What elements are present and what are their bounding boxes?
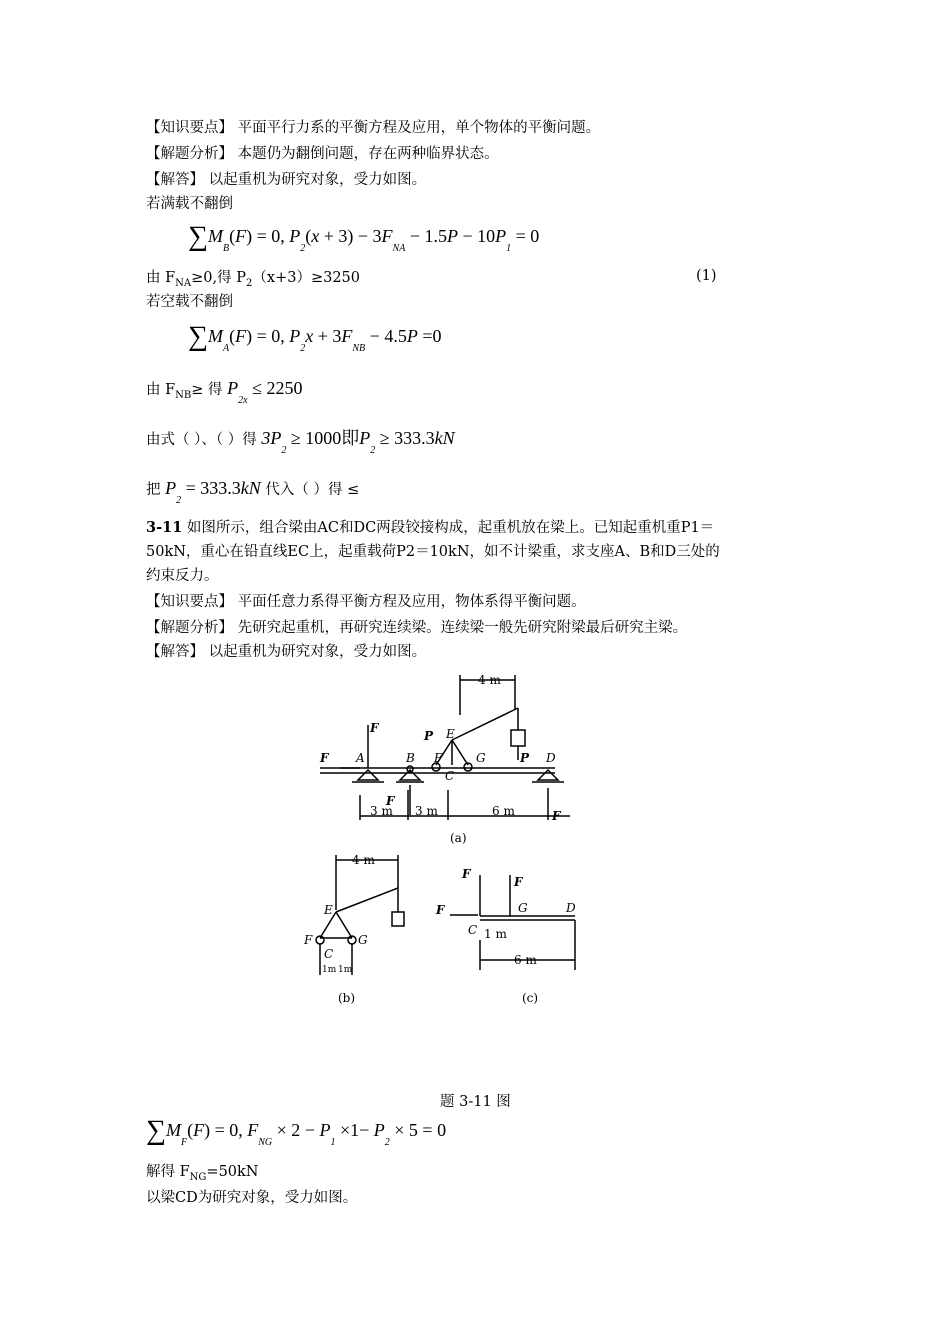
svg-text:E: E [324,903,333,917]
result-5: 解得 $F_{NG}=50kN$ [146,1164,259,1183]
figure-c-diagram [430,860,610,1010]
svg-text:A: A [356,751,365,765]
svg-text:D: D [546,751,556,765]
svg-text:E: E [446,727,455,741]
problem-statement-3: 约束反力。 [146,568,219,584]
svg-text:G: G [518,901,528,915]
fig-b-dim: 4 m [352,853,375,867]
svg-text:F: F [434,751,443,765]
dim-4m: 4 m [478,673,501,687]
svg-text:F: F [370,721,379,735]
svg-text:P: P [520,751,530,765]
svg-text:F: F [462,867,471,881]
dim-3m-2: 3 m [415,804,438,818]
figure-b-diagram [300,850,420,1010]
svg-text:D: D [566,901,576,915]
figure-a-diagram [300,670,600,850]
result-1: 由 $F_{NA}\ge 0$,得 $P_2(x+3)\ge 3250$ [146,270,360,289]
dim-3m-1: 3 m [370,804,393,818]
svg-text:F: F [320,751,329,765]
analysis-1: 【解题分析】 本题仍为翻倒问题，存在两种临界状态。 [146,146,499,162]
svg-text:B: B [406,751,415,765]
analysis-2: 【解题分析】 先研究起重机，再研究连续梁。连续梁一般先研究附梁最后研究主梁。 [146,620,688,636]
figure-caption: 题 3-11 图 [440,1094,511,1110]
svg-text:F: F [304,933,313,947]
equation-number: (1) [696,268,717,284]
svg-text:F: F [386,794,395,808]
full-load-condition: 若满载不翻倒 [146,196,233,212]
svg-text:F: F [552,809,561,823]
svg-text:F: F [436,903,445,917]
result-2: 由 $F_{NB}\ge$ 得 $P_{2x} \le 2250$ [146,378,303,406]
equation-moment-a: $\sum M_A(F) = 0$, $P_2x + 3F_{NB} - 4.5P =0$ [188,321,442,354]
svg-text:G: G [358,933,368,947]
equation-moment-b: $\sum M_B(F) = 0$, $P_2(x + 3) - 3F_{NA} - 1.5P - 10P_1 = 0$ [188,221,540,254]
problem-statement-1: 3-11 如图所示，组合梁由AC和DC两段铰接构成，起重机放在梁上。已知起重机重P1＝ [146,519,715,536]
dim-6m: 6 m [492,804,515,818]
result-3: 由式（ ）、（ ）得 $3P_2 \ge 1000$即$P_2 \ge 333.3kN$ [146,428,455,456]
svg-text:G: G [476,751,486,765]
answer-1: 【解答】 以起重机为研究对象，受力如图。 [146,172,427,188]
problem-statement-2: 50kN，重心在铅直线EC上，起重载荷P2＝10kN，如不计梁重，求支座A、B和D三处的 [146,544,720,560]
knowledge-points-2: 【知识要点】 平面任意力系得平衡方程及应用，物体系得平衡问题。 [146,594,586,610]
svg-text:1m: 1m [338,965,353,975]
svg-text:C: C [468,923,478,937]
fig-c-dim2: 6 m [514,953,537,967]
fig-b-label: (b) [338,991,356,1005]
empty-load-condition: 若空载不翻倒 [146,294,233,310]
result-4: 把 $P_2 = 333.3kN$ 代入（ ）得 ≤ [146,478,360,506]
svg-text:C: C [445,769,455,783]
fig-c-label: (c) [522,991,539,1005]
svg-text:P: P [424,729,434,743]
svg-text:1m: 1m [322,965,337,975]
fig-c-dim1: 1 m [484,927,507,941]
svg-text:C: C [324,947,334,961]
fig-a-label: (a) [450,831,467,845]
next-step: 以梁CD为研究对象，受力如图。 [146,1190,358,1206]
equation-moment-f: $\sum M_F(F) = 0$, $F_{NG} \times 2 - P_1 \times 1- P_2 \times 5 = 0$ [146,1115,447,1148]
svg-text:F: F [514,875,523,889]
answer-2: 【解答】 以起重机为研究对象，受力如图。 [146,644,427,660]
knowledge-points-1: 【知识要点】 平面平行力系的平衡方程及应用，单个物体的平衡问题。 [146,120,601,136]
